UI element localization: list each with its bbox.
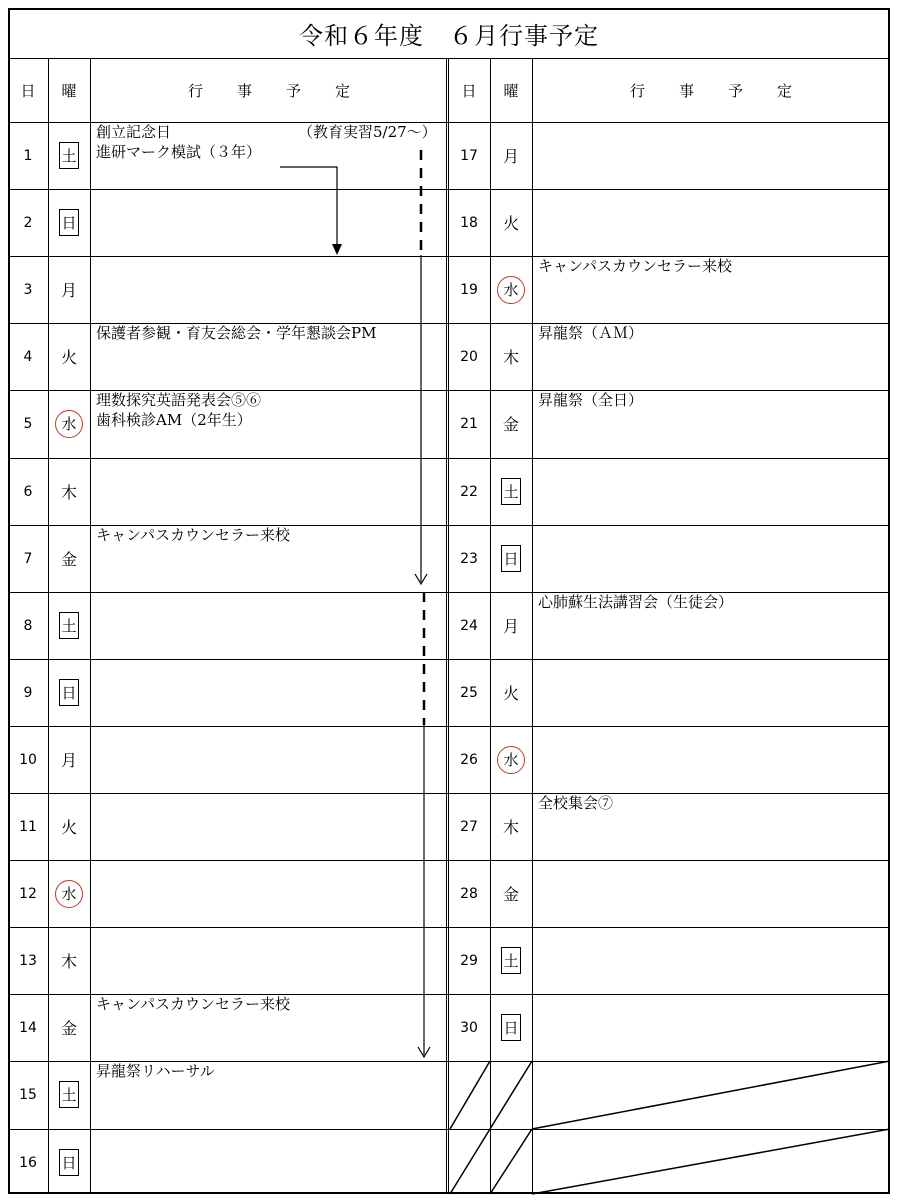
weekday-label: 月 bbox=[502, 147, 519, 166]
weekday-label: 土 bbox=[59, 612, 79, 639]
weekday-cell bbox=[490, 927, 532, 994]
weekday-label: 木 bbox=[502, 348, 519, 367]
day-number: 28 bbox=[460, 885, 478, 902]
header-events-right: 行事予定 bbox=[629, 81, 826, 100]
event-text: 理数探究英語発表会⑤⑥ bbox=[96, 391, 262, 409]
day-number: 27 bbox=[460, 818, 478, 835]
day-number: 9 bbox=[23, 684, 33, 701]
weekday-cell bbox=[490, 525, 532, 592]
weekday-cell bbox=[48, 927, 90, 994]
event-text: 昇龍祭（ＡＭ） bbox=[538, 324, 644, 342]
weekday-cell bbox=[490, 659, 532, 726]
weekday-cell bbox=[48, 323, 90, 390]
weekday-cell bbox=[48, 458, 90, 525]
day-number: 5 bbox=[23, 415, 33, 432]
day-number: 29 bbox=[460, 952, 478, 969]
day-number: 14 bbox=[19, 1019, 37, 1036]
event-text: 昇龍祭リハーサル bbox=[96, 1062, 215, 1080]
weekday-cell bbox=[490, 793, 532, 860]
weekday-label: 金 bbox=[60, 550, 77, 569]
header-weekday: 曜 bbox=[61, 81, 77, 100]
weekday-label: 木 bbox=[60, 483, 77, 502]
event-text: 保護者参観・育友会総会・学年懇談会PM bbox=[96, 324, 377, 342]
day-number: 13 bbox=[19, 952, 37, 969]
weekday-cell bbox=[48, 994, 90, 1061]
weekday-cell bbox=[490, 256, 532, 323]
weekday-label: 月 bbox=[502, 617, 519, 636]
weekday-label: 火 bbox=[60, 348, 77, 367]
col-line-weekday bbox=[90, 58, 91, 1194]
day-number: 1 bbox=[23, 147, 33, 164]
day-number: 26 bbox=[460, 751, 478, 768]
day-number: 2 bbox=[23, 214, 33, 231]
weekday-label: 土 bbox=[501, 478, 521, 505]
weekday-label: 水 bbox=[55, 880, 83, 908]
weekday-label: 土 bbox=[59, 142, 79, 169]
weekday-cell bbox=[490, 592, 532, 659]
weekday-cell bbox=[48, 1129, 90, 1196]
weekday-label: 金 bbox=[502, 885, 519, 904]
weekday-label: 水 bbox=[497, 746, 525, 774]
weekday-cell bbox=[490, 122, 532, 189]
weekday-label: 火 bbox=[60, 818, 77, 837]
day-number: 23 bbox=[460, 550, 478, 567]
weekday-label: 火 bbox=[502, 684, 519, 703]
weekday-cell bbox=[48, 659, 90, 726]
header-day-right: 日 bbox=[461, 81, 477, 100]
day-number: 22 bbox=[460, 483, 478, 500]
weekday-label: 日 bbox=[59, 1149, 79, 1176]
weekday-label: 水 bbox=[497, 276, 525, 304]
weekday-cell bbox=[48, 860, 90, 927]
day-number: 10 bbox=[19, 751, 37, 768]
weekday-cell bbox=[48, 525, 90, 592]
event-text: 昇龍祭（全日） bbox=[538, 391, 644, 409]
weekday-label: 日 bbox=[501, 545, 521, 572]
weekday-label: 金 bbox=[502, 415, 519, 434]
day-number: 19 bbox=[460, 281, 478, 298]
day-number: 20 bbox=[460, 348, 478, 365]
weekday-label: 火 bbox=[502, 214, 519, 233]
weekday-label: 日 bbox=[59, 679, 79, 706]
header-day: 日 bbox=[20, 81, 36, 100]
weekday-cell bbox=[490, 458, 532, 525]
header-weekday-right: 曜 bbox=[503, 81, 519, 100]
weekday-cell bbox=[48, 122, 90, 189]
weekday-cell bbox=[48, 256, 90, 323]
header-events: 行事予定 bbox=[187, 81, 384, 100]
weekday-cell bbox=[48, 1061, 90, 1128]
day-number: 17 bbox=[460, 147, 478, 164]
day-number: 11 bbox=[19, 818, 37, 835]
day-number: 3 bbox=[23, 281, 33, 298]
day-number: 8 bbox=[23, 617, 33, 634]
weekday-label: 土 bbox=[59, 1081, 79, 1108]
weekday-label: 月 bbox=[60, 281, 77, 300]
event-text: 全校集会⑦ bbox=[538, 794, 614, 812]
day-number: 4 bbox=[23, 348, 33, 365]
weekday-label: 木 bbox=[60, 952, 77, 971]
day-number: 7 bbox=[23, 550, 33, 567]
day-number: 21 bbox=[460, 415, 478, 432]
weekday-cell bbox=[48, 189, 90, 256]
day-number: 6 bbox=[23, 483, 33, 500]
weekday-cell bbox=[48, 592, 90, 659]
page-title: 令和６年度 ６月行事予定 bbox=[299, 21, 599, 50]
event-text: キャンパスカウンセラー来校 bbox=[538, 257, 732, 275]
day-number: 15 bbox=[19, 1086, 37, 1103]
day-number: 18 bbox=[460, 214, 478, 231]
col-line-weekday-right bbox=[532, 58, 533, 1194]
event-text: キャンパスカウンセラー来校 bbox=[96, 526, 290, 544]
weekday-cell bbox=[490, 994, 532, 1061]
weekday-cell bbox=[48, 726, 90, 793]
event-text: 進研マーク模試（３年） bbox=[96, 143, 262, 161]
day-number: 24 bbox=[460, 617, 478, 634]
teaching-practice-note: （教育実習5/27～） bbox=[298, 123, 437, 141]
event-text: キャンパスカウンセラー来校 bbox=[96, 995, 290, 1013]
weekday-cell bbox=[490, 860, 532, 927]
weekday-cell bbox=[48, 793, 90, 860]
weekday-cell bbox=[490, 189, 532, 256]
weekday-label: 木 bbox=[502, 818, 519, 837]
weekday-label: 水 bbox=[55, 410, 83, 438]
row-divider bbox=[8, 1129, 890, 1130]
weekday-cell bbox=[48, 390, 90, 457]
day-number: 30 bbox=[460, 1019, 478, 1036]
weekday-cell bbox=[490, 726, 532, 793]
weekday-cell bbox=[490, 323, 532, 390]
event-text: 歯科検診AM（2年生） bbox=[96, 411, 252, 429]
weekday-label: 金 bbox=[60, 1019, 77, 1038]
day-number: 25 bbox=[460, 684, 478, 701]
event-text: 創立記念日 bbox=[96, 123, 172, 141]
weekday-label: 日 bbox=[501, 1014, 521, 1041]
event-text: 心肺蘇生法講習会（生徒会） bbox=[538, 593, 734, 611]
weekday-label: 月 bbox=[60, 751, 77, 770]
day-number: 12 bbox=[19, 885, 37, 902]
weekday-label: 日 bbox=[59, 209, 79, 236]
weekday-cell bbox=[490, 390, 532, 457]
day-number: 16 bbox=[19, 1154, 37, 1171]
weekday-label: 土 bbox=[501, 947, 521, 974]
